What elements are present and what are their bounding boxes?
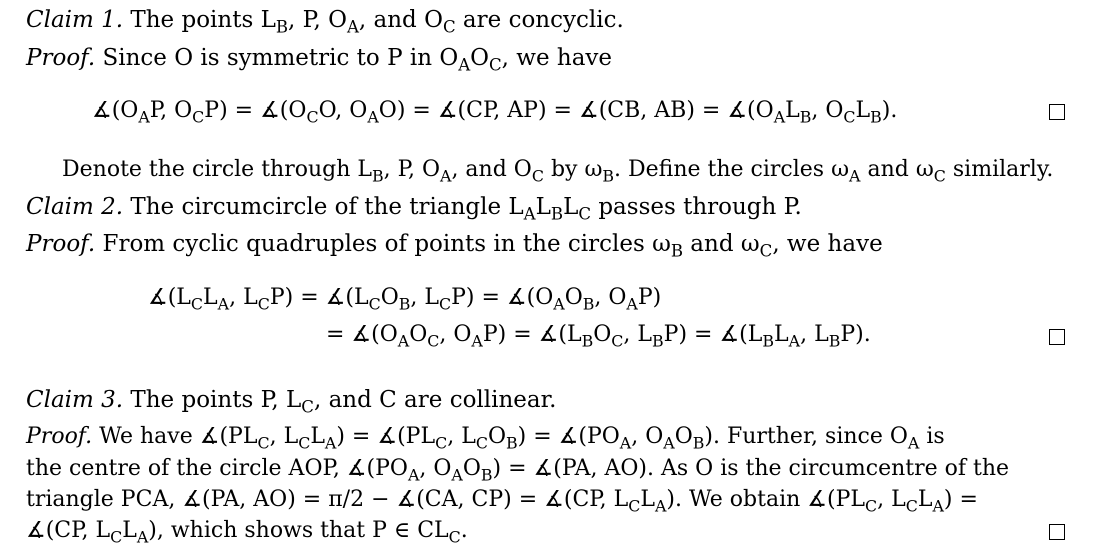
- claim2-proof-line: [26, 230, 883, 261]
- claim2-proof-text: From cyclic quadruples of points in the circles $\omega_B$ and $\omega_C$, we have: [102, 231, 883, 261]
- claim3-proof-text-1: We have $∡(PL_C$, $L_CL_A$) = $∡(PL_C$, $L_CO_B$) = $∡(PO_A$, $O_AO_B$). Further, since $O_A$ is: [99, 424, 945, 453]
- claim1-line: [26, 6, 624, 37]
- claim2-statement: The circumcircle of the triangle $L_AL_BL_C$ passes through P.: [130, 194, 802, 224]
- claim2-equation-line1: $∡(L_CL_A$, $L_CP$) = $∡(L_CO_B$, $L_CP$) = $∡(O_AO_B$, $O_AP$): [148, 285, 662, 314]
- claim1-proof-line: [26, 44, 613, 75]
- claim2-proof-label: Proof.: [26, 231, 96, 257]
- qed-box-2: [1049, 329, 1065, 345]
- claim1-proof-label: Proof.: [26, 45, 96, 71]
- claim2-label: Claim 2.: [26, 194, 124, 220]
- definition-paragraph: Denote the circle through $L_B$, P, $O_A$, and $O_C$ by $\omega_B$. Define the circles $\omega_A$ and $\omega_C$ similarly.: [62, 157, 1054, 186]
- claim3-proof-label: Proof.: [26, 424, 93, 449]
- claim1-equation: $∡(O_AP$, $O_CP$) = $∡(O_CO$, $O_AO$) = ∡(CP, AP) = ∡(CB, $AB) = ∡(O_AL_B$, $O_CL_B$).: [92, 98, 898, 127]
- qed-box-1: [1049, 104, 1065, 120]
- claim3-proof-line3: triangle PCA, ∡(PA, AO) = π/2 − ∡(CA, CP) = ∡(CP, $L_CL_A$). We obtain $∡(PL_C$, $L_CL_A$) =: [26, 487, 978, 516]
- claim1-proof-text: Since O is symmetric to P in $O_AO_C$, we have: [102, 45, 613, 75]
- claim1-label: Claim 1.: [26, 7, 124, 33]
- claim3-statement: The points P, $L_C$, and C are collinear.: [130, 387, 557, 417]
- claim3-proof-line4: ∡(CP, $L_CL_A$), which shows that P ∈ $CL_C$.: [26, 518, 468, 547]
- claim3-proof-line2: the centre of the circle AOP, $∡(PO_A$, $O_AO_B$) = ∡(PA, AO). As O is the circumcentre of the: [26, 456, 1010, 485]
- claim2-equation-line2: = $∡(O_AO_C$, $O_AP$) = $∡(L_BO_C$, $L_BP$) = $∡(L_BL_A$, $L_BP$).: [326, 322, 871, 351]
- qed-box-3: [1049, 524, 1065, 540]
- claim2-line: [26, 193, 802, 224]
- claim1-statement: The points $L_B$, P, $O_A$, and $O_C$ are concyclic.: [130, 7, 624, 37]
- claim3-proof-line1: [26, 423, 945, 451]
- claim3-label: Claim 3.: [26, 387, 124, 413]
- claim3-line: [26, 386, 557, 417]
